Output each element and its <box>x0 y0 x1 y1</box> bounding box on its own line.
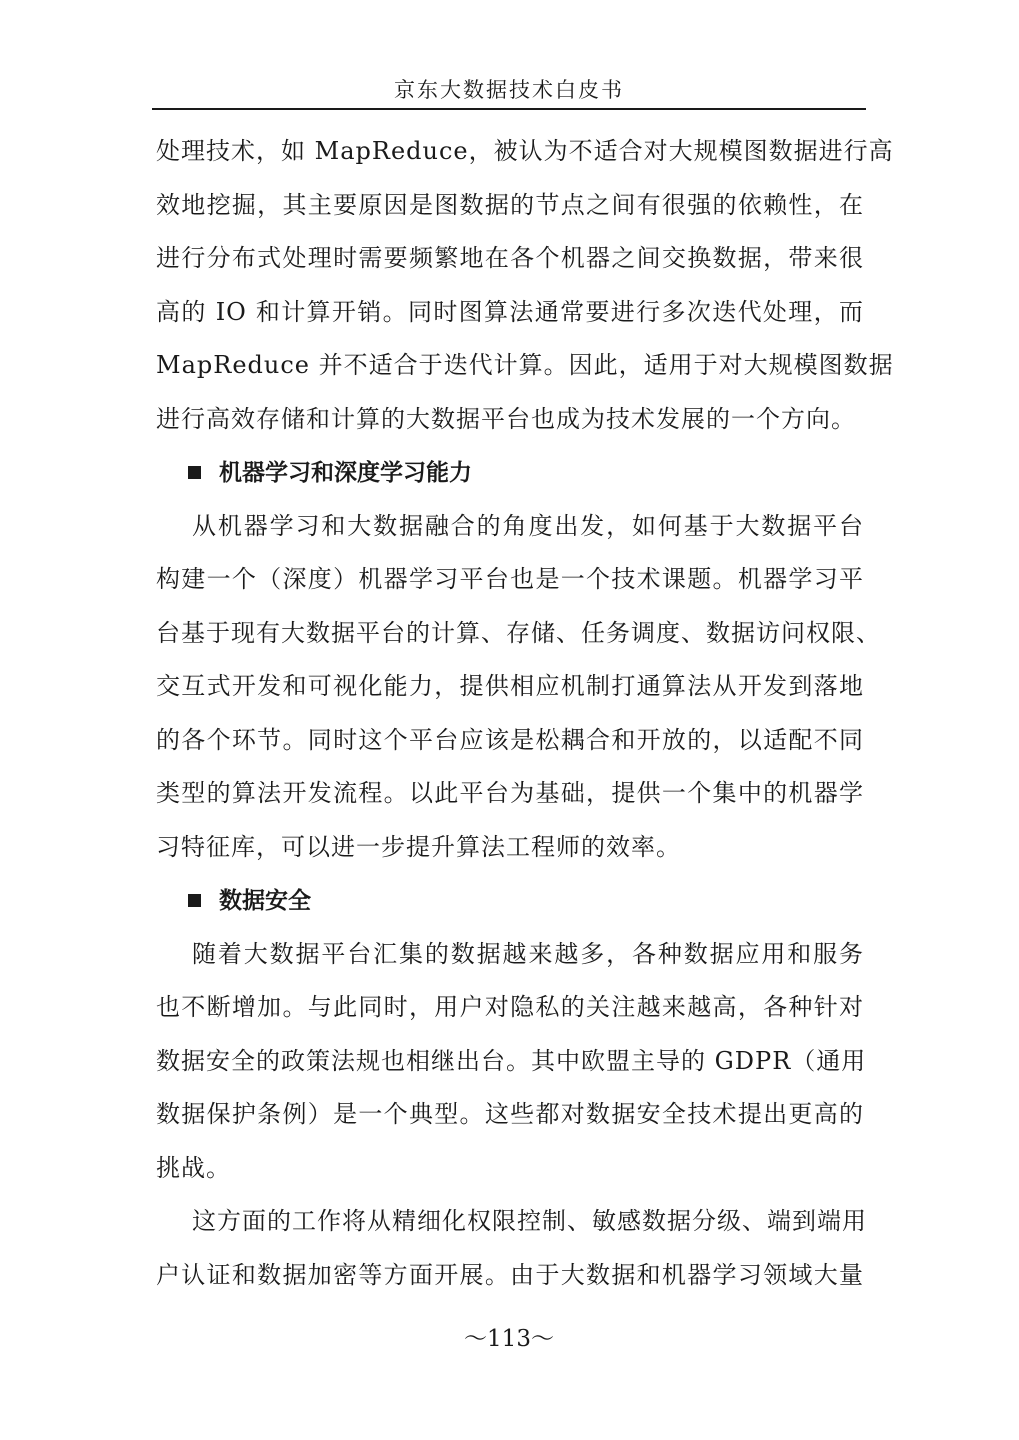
text-line: 随着大数据平台汇集的数据越来越多，各种数据应用和服务 <box>192 939 864 968</box>
section-heading-data-security <box>156 874 864 928</box>
square-bullet-icon <box>188 894 201 907</box>
paragraph-security-work <box>156 1195 867 1302</box>
paragraph-data-security <box>156 928 867 1196</box>
text-line: 这方面的工作将从精细化权限控制、敏感数据分级、端到端用 <box>192 1207 867 1235</box>
heading-text: 机器学习和深度学习能力 <box>219 459 472 486</box>
text-line: MapReduce 并不适合于迭代计算。因此，适用于对大规模图数据 <box>156 351 894 379</box>
heading-text: 数据安全 <box>219 887 311 914</box>
text-line: 进行高效存储和计算的大数据平台也成为技术发展的一个方向。 <box>156 404 856 433</box>
text-line: 处理技术，如 MapReduce，被认为不适合对大规模图数据进行高 <box>156 137 894 165</box>
text-line: 构建一个（深度）机器学习平台也是一个技术课题。机器学习平 <box>156 565 864 593</box>
text-line: 效地挖掘，其主要原因是图数据的节点之间有很强的依赖性，在 <box>156 190 864 219</box>
text-line: 挑战。 <box>156 1153 231 1182</box>
page-body <box>156 125 894 1302</box>
text-line: 户认证和数据加密等方面开展。由于大数据和机器学习领域大量 <box>156 1260 864 1289</box>
text-line: 的各个环节。同时这个平台应该是松耦合和开放的，以适配不同 <box>156 725 864 754</box>
text-line: 从机器学习和大数据融合的角度出发，如何基于大数据平台 <box>192 511 864 540</box>
text-line: 进行分布式处理时需要频繁地在各个机器之间交换数据，带来很 <box>156 244 864 272</box>
square-bullet-icon <box>188 466 201 479</box>
header-rule <box>152 108 866 110</box>
running-header: 京东大数据技术白皮书 <box>394 78 624 102</box>
text-line: 习特征库，可以进一步提升算法工程师的效率。 <box>156 832 681 861</box>
text-line: 数据安全的政策法规也相继出台。其中欧盟主导的 GDPR（通用 <box>156 1046 867 1075</box>
section-heading-machine-learning <box>156 446 864 500</box>
page-number: ～113～ <box>464 1326 554 1352</box>
text-line: 数据保护条例）是一个典型。这些都对数据安全技术提出更高的 <box>156 1100 864 1128</box>
text-line: 交互式开发和可视化能力，提供相应机制打通算法从开发到落地 <box>156 672 864 700</box>
text-line: 高的 IO 和计算开销。同时图算法通常要进行多次迭代处理，而 <box>156 297 864 326</box>
text-line: 类型的算法开发流程。以此平台为基础，提供一个集中的机器学 <box>156 779 864 807</box>
text-line: 台基于现有大数据平台的计算、存储、任务调度、数据访问权限、 <box>156 618 881 647</box>
paragraph-machine-learning <box>156 500 881 875</box>
text-line: 也不断增加。与此同时，用户对隐私的关注越来越高，各种针对 <box>156 993 864 1021</box>
paragraph-graph-computing <box>156 125 894 446</box>
